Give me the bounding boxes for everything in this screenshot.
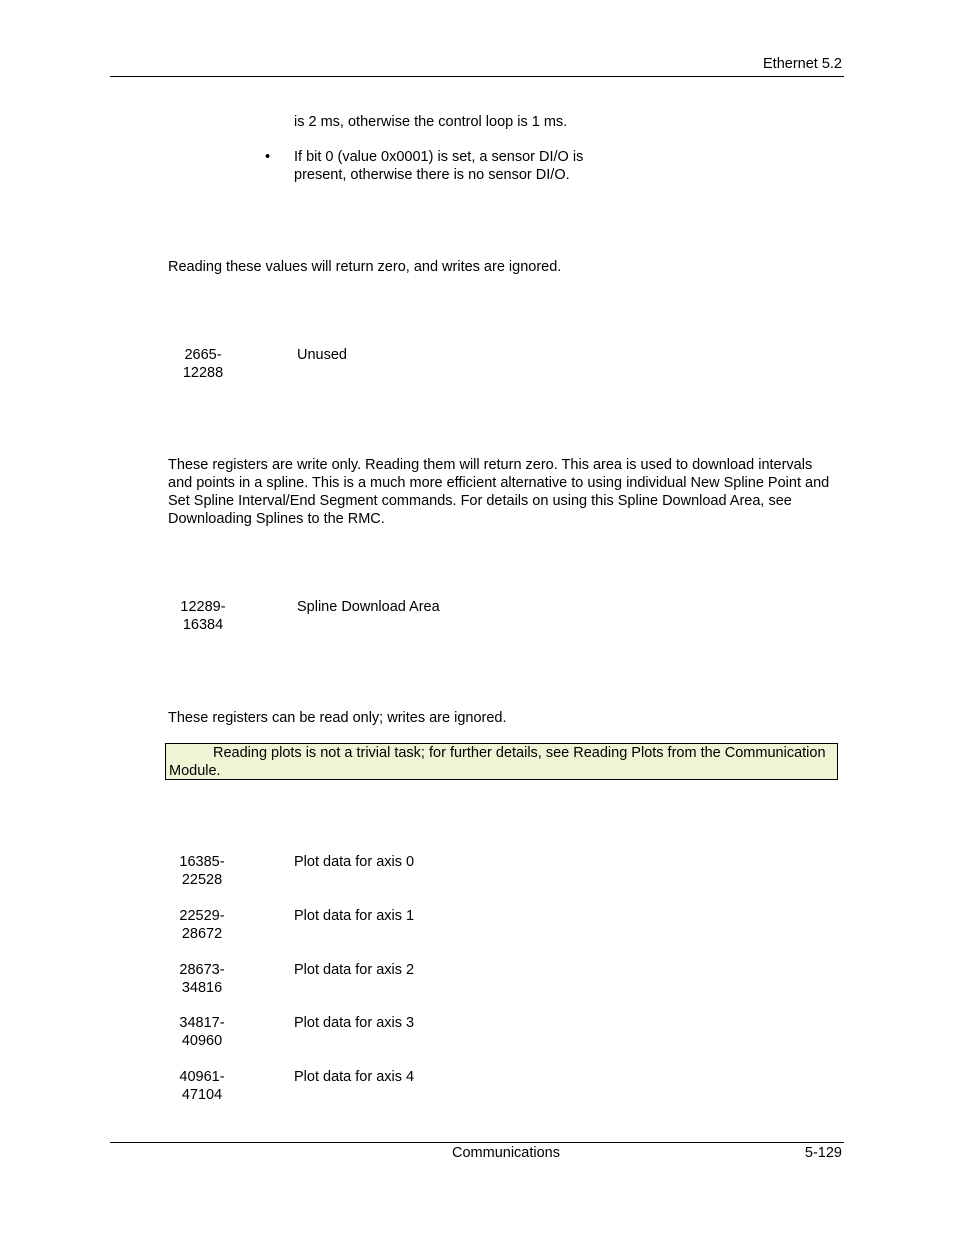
range-start: 40961- (179, 1069, 225, 1085)
register-label: Unused (297, 347, 347, 363)
continued-line: is 2 ms, otherwise the control loop is 1 ms. (294, 114, 568, 130)
range-end: 22528 (181, 872, 223, 888)
range-start: 22529- (179, 908, 225, 924)
range-end: 47104 (181, 1087, 223, 1103)
register-label: Plot data for axis 3 (294, 1015, 415, 1031)
range-end: 28672 (181, 926, 223, 942)
note-box (165, 743, 838, 780)
range-end: 12288 (182, 365, 224, 381)
range-end: 16384 (182, 617, 224, 633)
bullet-marker: • (265, 149, 271, 165)
register-range (168, 598, 238, 634)
range-start: 28673- (179, 962, 225, 978)
range-end: 40960 (181, 1033, 223, 1049)
register-label: Plot data for axis 1 (294, 908, 415, 924)
register-range (167, 853, 237, 889)
register-label: Plot data for axis 4 (294, 1069, 415, 1085)
register-range (167, 1068, 237, 1104)
bullet-text: If bit 0 (value 0x0001) is set, a sensor DI/O is present, otherwise there is no sensor DI/O. (294, 149, 584, 183)
register-label: Plot data for axis 0 (294, 854, 415, 870)
footer-rule (110, 1142, 844, 1143)
range-end: 34816 (181, 980, 223, 996)
register-range (167, 1014, 237, 1050)
spline-description: These registers are write only. Reading them will return zero. This area is used to download intervals and points in a spline. This is a much more efficient alternative to using individual New Spline Point and Set Spline Interval/End Segment commands. For details on using this Spline Download Area, see Downloading Splines to the RMC. (168, 457, 830, 527)
range-start: 12289- (180, 599, 226, 615)
range-start: 34817- (179, 1015, 225, 1031)
header-rule (110, 76, 844, 77)
note-text: Reading plots is not a trivial task; for further details, see Reading Plots from the Communication Module. (169, 745, 826, 779)
register-range (168, 346, 238, 382)
unused-description: Reading these values will return zero, and writes are ignored. (168, 259, 562, 275)
running-header: Ethernet 5.2 (763, 56, 842, 72)
page-number: 5-129 (804, 1145, 842, 1161)
footer-chapter: Communications (452, 1145, 560, 1161)
register-label: Spline Download Area (297, 599, 440, 615)
register-range (167, 961, 237, 997)
range-start: 2665- (184, 347, 222, 363)
plot-description: These registers can be read only; writes are ignored. (168, 710, 507, 726)
register-range (167, 907, 237, 943)
register-label: Plot data for axis 2 (294, 962, 415, 978)
range-start: 16385- (179, 854, 225, 870)
